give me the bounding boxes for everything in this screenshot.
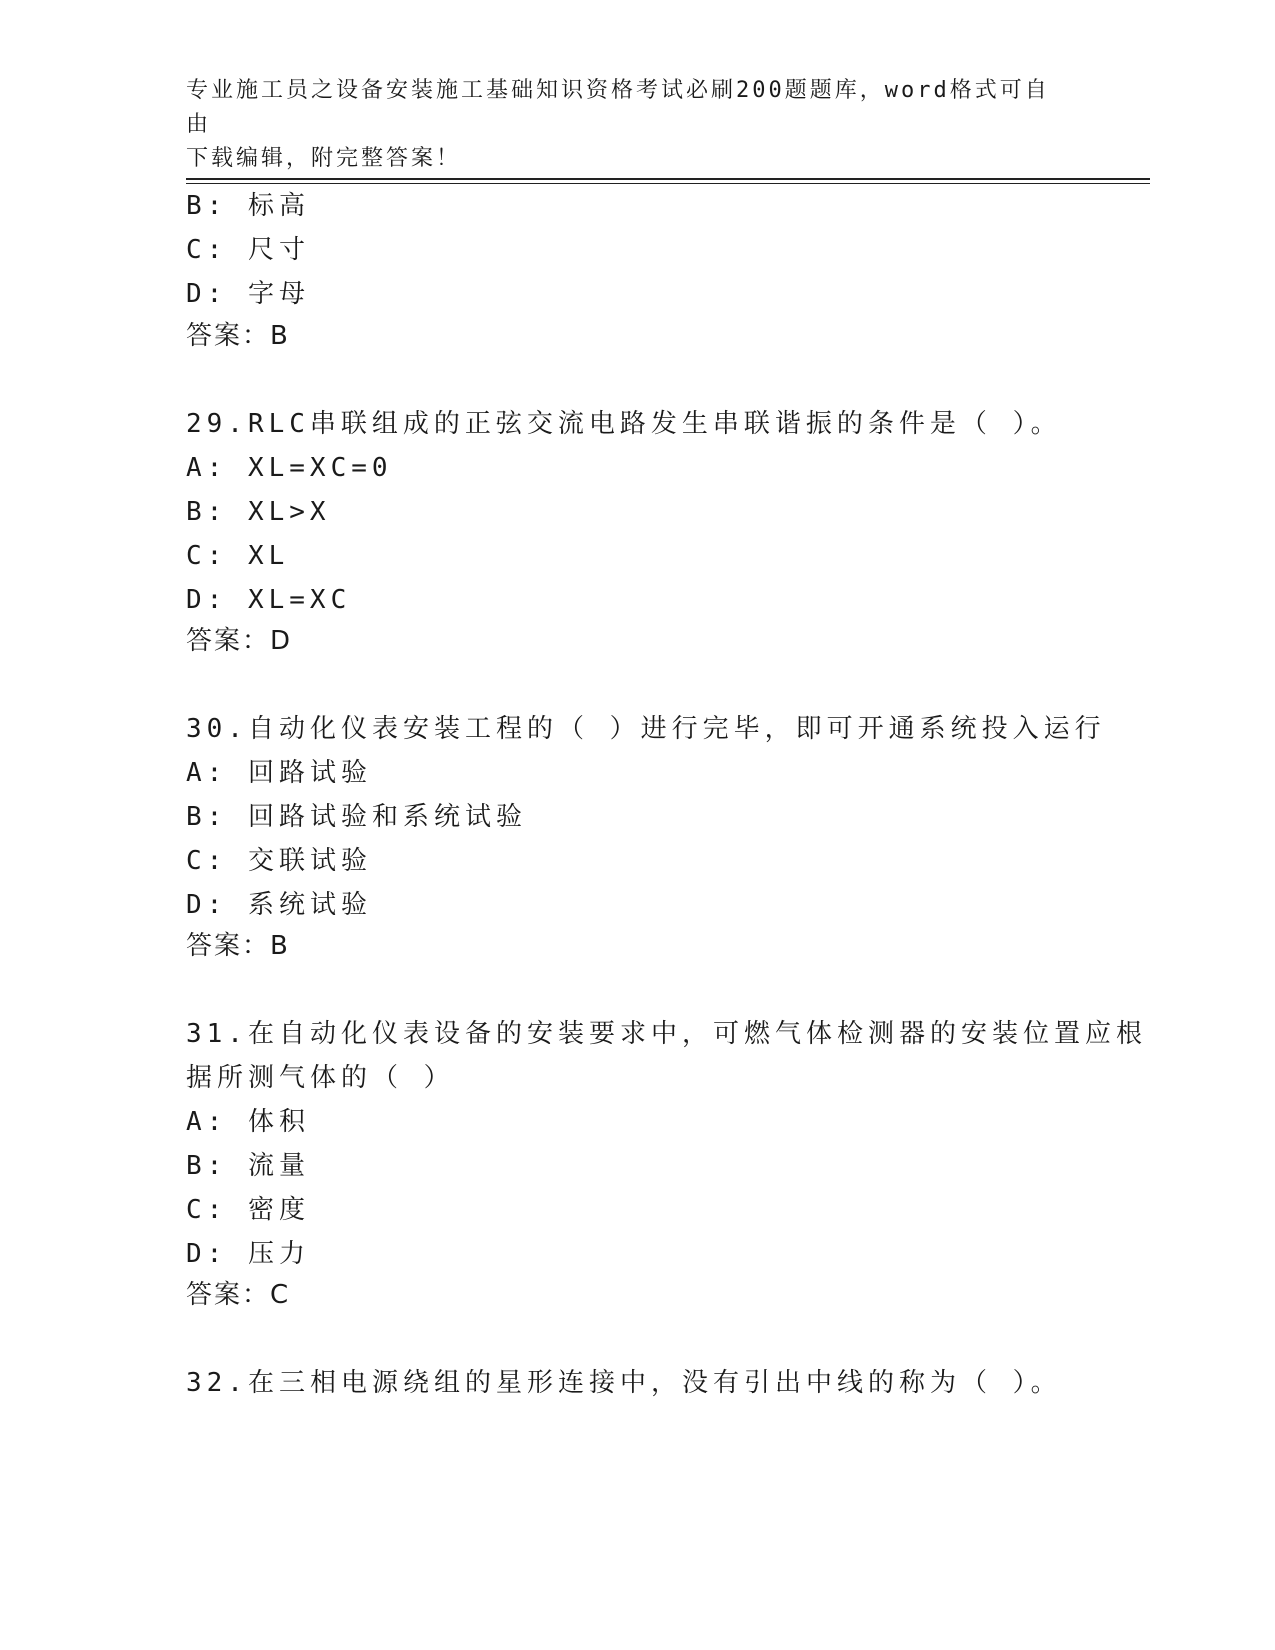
q29-option-a: A: XL=XC=0 [186,453,393,483]
header-divider [186,178,1150,184]
q30-option-c: C: 交联试验 [186,846,372,876]
q30-question: 30.自动化仪表安装工程的（ ）进行完毕，即可开通系统投入运行 [186,714,1106,744]
q29-option-c: C: XL [186,541,290,571]
q28-option-b: B: 标高 [186,191,310,221]
q31-option-c: C: 密度 [186,1195,310,1225]
document-header [186,74,1066,176]
q29-option-d: D: XL=XC [186,585,352,615]
q30-option-b: B: 回路试验和系统试验 [186,802,527,832]
q29-question: 29.RLC串联组成的正弦交流电路发生串联谐振的条件是（ ）。 [186,409,1062,439]
q28-option-c: C: 尺寸 [186,235,310,265]
q31-question-line-1: 31.在自动化仪表设备的安装要求中，可燃气体检测器的安装位置应根 [186,1019,1147,1049]
q28-option-d: D: 字母 [186,279,310,309]
header-line-2: 下载编辑，附完整答案！ [186,146,462,171]
q31-option-b: B: 流量 [186,1151,310,1181]
q30-option-d: D: 系统试验 [186,890,372,920]
header-line-1: 专业施工员之设备安装施工基础知识资格考试必刷200题题库，word格式可自由 [186,78,1050,137]
q31-option-a: A: 体积 [186,1107,310,1137]
q32-question: 32.在三相电源绕组的星形连接中，没有引出中线的称为（ ）。 [186,1368,1062,1398]
q30-option-a: A: 回路试验 [186,758,372,788]
q31-question-line-2: 据所测气体的（ ） [186,1063,455,1093]
q29-answer: 答案：D [186,626,293,656]
q28-answer: 答案：B [186,321,290,351]
q30-answer: 答案：B [186,931,290,961]
q31-answer: 答案：C [186,1280,291,1310]
q31-option-d: D: 压力 [186,1239,310,1269]
q29-option-b: B: XL>X [186,497,331,527]
